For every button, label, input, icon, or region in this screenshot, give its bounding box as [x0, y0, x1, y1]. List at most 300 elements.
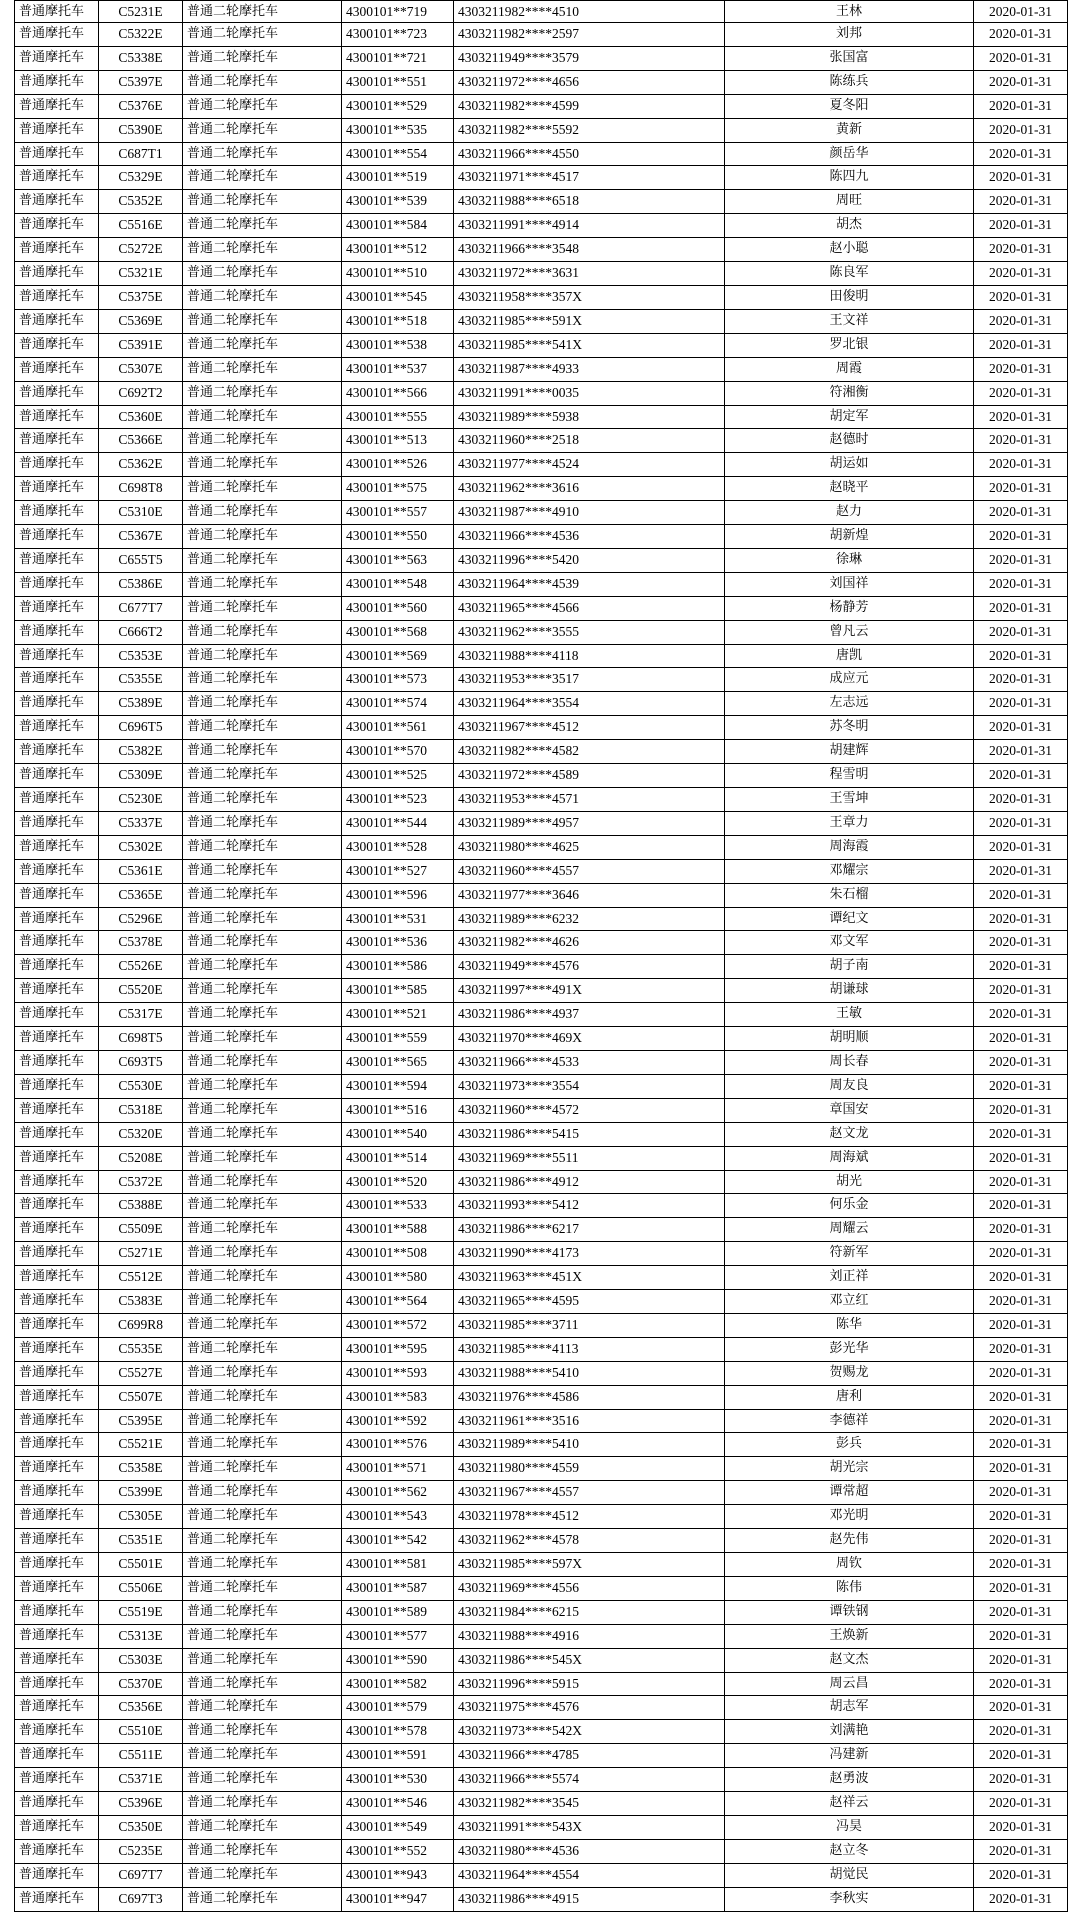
vehicle-type-cell: 普通摩托车: [15, 1600, 99, 1624]
vehicle-class-cell: 普通二轮摩托车: [183, 477, 342, 501]
vehicle-class-cell: 普通二轮摩托车: [183, 1648, 342, 1672]
file-number-cell: 4300101**520: [342, 1170, 454, 1194]
owner-name-cell: 周旺: [725, 190, 974, 214]
file-number-cell: 4300101**561: [342, 716, 454, 740]
vehicle-class-cell: 普通二轮摩托车: [183, 1672, 342, 1696]
vehicle-class-cell: 普通二轮摩托车: [183, 1098, 342, 1122]
table-row: [15, 477, 1068, 501]
id-number-cell: 4303211986****4915: [454, 1887, 725, 1911]
vehicle-class-cell: 普通二轮摩托车: [183, 525, 342, 549]
date-cell: 2020-01-31: [974, 1863, 1068, 1887]
model-code-cell: C5397E: [99, 70, 183, 94]
owner-name-cell: 胡建辉: [725, 740, 974, 764]
vehicle-type-cell: 普通摩托车: [15, 1027, 99, 1051]
vehicle-class-cell: 普通二轮摩托车: [183, 501, 342, 525]
table-row: [15, 1266, 1068, 1290]
date-cell: 2020-01-31: [974, 285, 1068, 309]
vehicle-class-cell: 普通二轮摩托车: [183, 1170, 342, 1194]
file-number-cell: 4300101**719: [342, 1, 454, 23]
table-row: [15, 1409, 1068, 1433]
id-number-cell: 4303211972****3631: [454, 262, 725, 286]
file-number-cell: 4300101**544: [342, 811, 454, 835]
vehicle-class-cell: 普通二轮摩托车: [183, 1242, 342, 1266]
file-number-cell: 4300101**584: [342, 214, 454, 238]
model-code-cell: C5367E: [99, 525, 183, 549]
vehicle-type-cell: 普通摩托车: [15, 979, 99, 1003]
owner-name-cell: 赵文龙: [725, 1122, 974, 1146]
model-code-cell: C5351E: [99, 1529, 183, 1553]
vehicle-type-cell: 普通摩托车: [15, 501, 99, 525]
date-cell: 2020-01-31: [974, 525, 1068, 549]
file-number-cell: 4300101**538: [342, 333, 454, 357]
model-code-cell: C5509E: [99, 1218, 183, 1242]
file-number-cell: 4300101**519: [342, 166, 454, 190]
table-row: [15, 190, 1068, 214]
vehicle-type-cell: 普通摩托车: [15, 1218, 99, 1242]
table-row: [15, 1744, 1068, 1768]
date-cell: 2020-01-31: [974, 788, 1068, 812]
date-cell: 2020-01-31: [974, 955, 1068, 979]
file-number-cell: 4300101**555: [342, 405, 454, 429]
model-code-cell: C5512E: [99, 1266, 183, 1290]
file-number-cell: 4300101**575: [342, 477, 454, 501]
model-code-cell: C5272E: [99, 238, 183, 262]
vehicle-class-cell: 普通二轮摩托车: [183, 1385, 342, 1409]
model-code-cell: C5372E: [99, 1170, 183, 1194]
id-number-cell: 4303211989****5938: [454, 405, 725, 429]
vehicle-class-cell: 普通二轮摩托车: [183, 716, 342, 740]
vehicle-type-cell: 普通摩托车: [15, 1887, 99, 1911]
owner-name-cell: 徐琳: [725, 548, 974, 572]
vehicle-type-cell: 普通摩托车: [15, 70, 99, 94]
vehicle-type-cell: 普通摩托车: [15, 1290, 99, 1314]
id-number-cell: 4303211966****4536: [454, 525, 725, 549]
vehicle-class-cell: 普通二轮摩托车: [183, 1218, 342, 1242]
table-row: [15, 357, 1068, 381]
model-code-cell: C5338E: [99, 46, 183, 70]
file-number-cell: 4300101**577: [342, 1624, 454, 1648]
vehicle-class-cell: 普通二轮摩托车: [183, 644, 342, 668]
owner-name-cell: 王章力: [725, 811, 974, 835]
file-number-cell: 4300101**564: [342, 1290, 454, 1314]
table-row: [15, 1146, 1068, 1170]
vehicle-type-cell: 普通摩托车: [15, 548, 99, 572]
model-code-cell: C5350E: [99, 1815, 183, 1839]
owner-name-cell: 胡子南: [725, 955, 974, 979]
file-number-cell: 4300101**579: [342, 1696, 454, 1720]
id-number-cell: 4303211977****4524: [454, 453, 725, 477]
vehicle-type-cell: 普通摩托车: [15, 716, 99, 740]
date-cell: 2020-01-31: [974, 118, 1068, 142]
vehicle-class-cell: 普通二轮摩托车: [183, 1, 342, 23]
vehicle-class-cell: 普通二轮摩托车: [183, 572, 342, 596]
owner-name-cell: 陈伟: [725, 1576, 974, 1600]
vehicle-class-cell: 普通二轮摩托车: [183, 1768, 342, 1792]
model-code-cell: C5271E: [99, 1242, 183, 1266]
model-code-cell: C5521E: [99, 1433, 183, 1457]
owner-name-cell: 黄新: [725, 118, 974, 142]
date-cell: 2020-01-31: [974, 1146, 1068, 1170]
vehicle-type-cell: 普通摩托车: [15, 1696, 99, 1720]
owner-name-cell: 张国富: [725, 46, 974, 70]
file-number-cell: 4300101**569: [342, 644, 454, 668]
date-cell: 2020-01-31: [974, 979, 1068, 1003]
vehicle-type-cell: 普通摩托车: [15, 1792, 99, 1816]
model-code-cell: C5370E: [99, 1672, 183, 1696]
owner-name-cell: 周钦: [725, 1553, 974, 1577]
model-code-cell: C5391E: [99, 333, 183, 357]
date-cell: 2020-01-31: [974, 1218, 1068, 1242]
vehicle-class-cell: 普通二轮摩托车: [183, 1266, 342, 1290]
vehicle-class-cell: 普通二轮摩托车: [183, 835, 342, 859]
table-row: [15, 333, 1068, 357]
vehicle-class-cell: 普通二轮摩托车: [183, 1337, 342, 1361]
vehicle-type-cell: 普通摩托车: [15, 1098, 99, 1122]
id-number-cell: 4303211967****4557: [454, 1481, 725, 1505]
vehicle-type-cell: 普通摩托车: [15, 1409, 99, 1433]
date-cell: 2020-01-31: [974, 811, 1068, 835]
model-code-cell: C5329E: [99, 166, 183, 190]
file-number-cell: 4300101**528: [342, 835, 454, 859]
date-cell: 2020-01-31: [974, 501, 1068, 525]
owner-name-cell: 刘邦: [725, 23, 974, 47]
date-cell: 2020-01-31: [974, 1361, 1068, 1385]
vehicle-type-cell: 普通摩托车: [15, 214, 99, 238]
table-row: [15, 1648, 1068, 1672]
owner-name-cell: 王雪坤: [725, 788, 974, 812]
file-number-cell: 4300101**530: [342, 1768, 454, 1792]
owner-name-cell: 赵小聪: [725, 238, 974, 262]
owner-name-cell: 赵先伟: [725, 1529, 974, 1553]
id-number-cell: 4303211975****4576: [454, 1696, 725, 1720]
table-row: [15, 1505, 1068, 1529]
date-cell: 2020-01-31: [974, 429, 1068, 453]
vehicle-class-cell: 普通二轮摩托车: [183, 166, 342, 190]
table-row: [15, 405, 1068, 429]
vehicle-type-cell: 普通摩托车: [15, 668, 99, 692]
date-cell: 2020-01-31: [974, 1, 1068, 23]
date-cell: 2020-01-31: [974, 668, 1068, 692]
id-number-cell: 4303211991****4914: [454, 214, 725, 238]
id-number-cell: 4303211989****6232: [454, 907, 725, 931]
table-row: [15, 572, 1068, 596]
model-code-cell: C687T1: [99, 142, 183, 166]
vehicle-type-cell: 普通摩托车: [15, 405, 99, 429]
file-number-cell: 4300101**572: [342, 1313, 454, 1337]
file-number-cell: 4300101**566: [342, 381, 454, 405]
model-code-cell: C5320E: [99, 1122, 183, 1146]
file-number-cell: 4300101**536: [342, 931, 454, 955]
id-number-cell: 4303211986****6217: [454, 1218, 725, 1242]
model-code-cell: C5378E: [99, 931, 183, 955]
vehicle-class-cell: 普通二轮摩托车: [183, 453, 342, 477]
owner-name-cell: 符湘衡: [725, 381, 974, 405]
file-number-cell: 4300101**947: [342, 1887, 454, 1911]
id-number-cell: 4303211953****4571: [454, 788, 725, 812]
id-number-cell: 4303211982****5592: [454, 118, 725, 142]
motorcycle-registration-table: [14, 0, 1068, 1912]
vehicle-type-cell: 普通摩托车: [15, 525, 99, 549]
vehicle-class-cell: 普通二轮摩托车: [183, 94, 342, 118]
vehicle-class-cell: 普通二轮摩托车: [183, 1600, 342, 1624]
model-code-cell: C5296E: [99, 907, 183, 931]
table-row: [15, 94, 1068, 118]
owner-name-cell: 王林: [725, 1, 974, 23]
model-code-cell: C5230E: [99, 788, 183, 812]
table-row: [15, 1792, 1068, 1816]
vehicle-type-cell: 普通摩托车: [15, 1839, 99, 1863]
id-number-cell: 4303211985****591X: [454, 309, 725, 333]
table-row: [15, 1624, 1068, 1648]
owner-name-cell: 邓光明: [725, 1505, 974, 1529]
model-code-cell: C5356E: [99, 1696, 183, 1720]
id-number-cell: 4303211965****4595: [454, 1290, 725, 1314]
vehicle-type-cell: 普通摩托车: [15, 477, 99, 501]
model-code-cell: C5516E: [99, 214, 183, 238]
owner-name-cell: 邓文军: [725, 931, 974, 955]
table-row: [15, 1839, 1068, 1863]
table-row: [15, 23, 1068, 47]
owner-name-cell: 苏冬明: [725, 716, 974, 740]
file-number-cell: 4300101**513: [342, 429, 454, 453]
vehicle-class-cell: 普通二轮摩托车: [183, 1505, 342, 1529]
vehicle-class-cell: 普通二轮摩托车: [183, 118, 342, 142]
date-cell: 2020-01-31: [974, 1170, 1068, 1194]
vehicle-type-cell: 普通摩托车: [15, 46, 99, 70]
file-number-cell: 4300101**523: [342, 788, 454, 812]
model-code-cell: C5375E: [99, 285, 183, 309]
vehicle-class-cell: 普通二轮摩托车: [183, 1194, 342, 1218]
vehicle-class-cell: 普通二轮摩托车: [183, 429, 342, 453]
table-row: [15, 907, 1068, 931]
table-row: [15, 381, 1068, 405]
model-code-cell: C5526E: [99, 955, 183, 979]
file-number-cell: 4300101**596: [342, 883, 454, 907]
table-row: [15, 1863, 1068, 1887]
table-row: [15, 1576, 1068, 1600]
file-number-cell: 4300101**545: [342, 285, 454, 309]
vehicle-type-cell: 普通摩托车: [15, 1, 99, 23]
file-number-cell: 4300101**576: [342, 1433, 454, 1457]
owner-name-cell: 赵晓平: [725, 477, 974, 501]
owner-name-cell: 邓耀宗: [725, 859, 974, 883]
model-code-cell: C5507E: [99, 1385, 183, 1409]
owner-name-cell: 李秋实: [725, 1887, 974, 1911]
date-cell: 2020-01-31: [974, 835, 1068, 859]
id-number-cell: 4303211964****4539: [454, 572, 725, 596]
table-row: [15, 1290, 1068, 1314]
owner-name-cell: 王文祥: [725, 309, 974, 333]
vehicle-class-cell: 普通二轮摩托车: [183, 979, 342, 1003]
date-cell: 2020-01-31: [974, 94, 1068, 118]
vehicle-class-cell: 普通二轮摩托车: [183, 740, 342, 764]
table-row: [15, 1003, 1068, 1027]
vehicle-class-cell: 普通二轮摩托车: [183, 70, 342, 94]
date-cell: 2020-01-31: [974, 166, 1068, 190]
vehicle-type-cell: 普通摩托车: [15, 788, 99, 812]
vehicle-class-cell: 普通二轮摩托车: [183, 190, 342, 214]
file-number-cell: 4300101**593: [342, 1361, 454, 1385]
model-code-cell: C693T5: [99, 1050, 183, 1074]
vehicle-type-cell: 普通摩托车: [15, 931, 99, 955]
table-row: [15, 1720, 1068, 1744]
file-number-cell: 4300101**529: [342, 94, 454, 118]
table-row: [15, 1218, 1068, 1242]
model-code-cell: C666T2: [99, 620, 183, 644]
file-number-cell: 4300101**723: [342, 23, 454, 47]
vehicle-class-cell: 普通二轮摩托车: [183, 1313, 342, 1337]
id-number-cell: 4303211958****357X: [454, 285, 725, 309]
id-number-cell: 4303211969****4556: [454, 1576, 725, 1600]
owner-name-cell: 赵德时: [725, 429, 974, 453]
file-number-cell: 4300101**518: [342, 309, 454, 333]
table-row: [15, 1481, 1068, 1505]
table-row: [15, 214, 1068, 238]
vehicle-type-cell: 普通摩托车: [15, 1672, 99, 1696]
date-cell: 2020-01-31: [974, 1672, 1068, 1696]
table-row: [15, 501, 1068, 525]
table-row: [15, 955, 1068, 979]
id-number-cell: 4303211977****3646: [454, 883, 725, 907]
id-number-cell: 4303211982****4599: [454, 94, 725, 118]
vehicle-type-cell: 普通摩托车: [15, 1050, 99, 1074]
vehicle-class-cell: 普通二轮摩托车: [183, 23, 342, 47]
table-row: [15, 1337, 1068, 1361]
id-number-cell: 4303211982****4510: [454, 1, 725, 23]
id-number-cell: 4303211966****3548: [454, 238, 725, 262]
vehicle-type-cell: 普通摩托车: [15, 1170, 99, 1194]
id-number-cell: 4303211990****4173: [454, 1242, 725, 1266]
date-cell: 2020-01-31: [974, 453, 1068, 477]
id-number-cell: 4303211961****3516: [454, 1409, 725, 1433]
date-cell: 2020-01-31: [974, 931, 1068, 955]
model-code-cell: C692T2: [99, 381, 183, 405]
vehicle-type-cell: 普通摩托车: [15, 1313, 99, 1337]
file-number-cell: 4300101**574: [342, 692, 454, 716]
model-code-cell: C5396E: [99, 1792, 183, 1816]
vehicle-type-cell: 普通摩托车: [15, 620, 99, 644]
file-number-cell: 4300101**535: [342, 118, 454, 142]
file-number-cell: 4300101**582: [342, 1672, 454, 1696]
vehicle-class-cell: 普通二轮摩托车: [183, 692, 342, 716]
date-cell: 2020-01-31: [974, 596, 1068, 620]
id-number-cell: 4303211988****4118: [454, 644, 725, 668]
table-row: [15, 1122, 1068, 1146]
vehicle-type-cell: 普通摩托车: [15, 23, 99, 47]
date-cell: 2020-01-31: [974, 1505, 1068, 1529]
file-number-cell: 4300101**525: [342, 764, 454, 788]
file-number-cell: 4300101**591: [342, 1744, 454, 1768]
registration-table-page: [14, 0, 1067, 1912]
owner-name-cell: 陈华: [725, 1313, 974, 1337]
id-number-cell: 4303211996****5915: [454, 1672, 725, 1696]
date-cell: 2020-01-31: [974, 644, 1068, 668]
vehicle-class-cell: 普通二轮摩托车: [183, 285, 342, 309]
table-row: [15, 118, 1068, 142]
model-code-cell: C5352E: [99, 190, 183, 214]
date-cell: 2020-01-31: [974, 572, 1068, 596]
file-number-cell: 4300101**559: [342, 1027, 454, 1051]
vehicle-type-cell: 普通摩托车: [15, 94, 99, 118]
model-code-cell: C5520E: [99, 979, 183, 1003]
date-cell: 2020-01-31: [974, 1887, 1068, 1911]
table-row: [15, 1098, 1068, 1122]
table-row: [15, 453, 1068, 477]
owner-name-cell: 刘国祥: [725, 572, 974, 596]
owner-name-cell: 谭铁钢: [725, 1600, 974, 1624]
owner-name-cell: 赵文杰: [725, 1648, 974, 1672]
model-code-cell: C5511E: [99, 1744, 183, 1768]
owner-name-cell: 胡志军: [725, 1696, 974, 1720]
vehicle-class-cell: 普通二轮摩托车: [183, 309, 342, 333]
vehicle-type-cell: 普通摩托车: [15, 1385, 99, 1409]
id-number-cell: 4303211988****4916: [454, 1624, 725, 1648]
table-row: [15, 1600, 1068, 1624]
table-row: [15, 1433, 1068, 1457]
table-row: [15, 883, 1068, 907]
id-number-cell: 4303211982****4582: [454, 740, 725, 764]
vehicle-type-cell: 普通摩托车: [15, 262, 99, 286]
date-cell: 2020-01-31: [974, 1768, 1068, 1792]
id-number-cell: 4303211986****545X: [454, 1648, 725, 1672]
file-number-cell: 4300101**546: [342, 1792, 454, 1816]
table-row: [15, 1242, 1068, 1266]
vehicle-type-cell: 普通摩托车: [15, 429, 99, 453]
table-row: [15, 1815, 1068, 1839]
owner-name-cell: 胡杰: [725, 214, 974, 238]
table-row: [15, 1768, 1068, 1792]
id-number-cell: 4303211964****3554: [454, 692, 725, 716]
model-code-cell: C5510E: [99, 1720, 183, 1744]
file-number-cell: 4300101**587: [342, 1576, 454, 1600]
vehicle-type-cell: 普通摩托车: [15, 1576, 99, 1600]
table-row: [15, 811, 1068, 835]
id-number-cell: 4303211962****3616: [454, 477, 725, 501]
id-number-cell: 4303211982****2597: [454, 23, 725, 47]
vehicle-type-cell: 普通摩托车: [15, 1815, 99, 1839]
date-cell: 2020-01-31: [974, 1696, 1068, 1720]
id-number-cell: 4303211966****5574: [454, 1768, 725, 1792]
vehicle-class-cell: 普通二轮摩托车: [183, 238, 342, 262]
file-number-cell: 4300101**548: [342, 572, 454, 596]
model-code-cell: C5390E: [99, 118, 183, 142]
date-cell: 2020-01-31: [974, 70, 1068, 94]
date-cell: 2020-01-31: [974, 692, 1068, 716]
date-cell: 2020-01-31: [974, 1266, 1068, 1290]
model-code-cell: C5305E: [99, 1505, 183, 1529]
table-row: [15, 548, 1068, 572]
date-cell: 2020-01-31: [974, 883, 1068, 907]
model-code-cell: C5231E: [99, 1, 183, 23]
date-cell: 2020-01-31: [974, 764, 1068, 788]
date-cell: 2020-01-31: [974, 1481, 1068, 1505]
vehicle-type-cell: 普通摩托车: [15, 907, 99, 931]
owner-name-cell: 陈四九: [725, 166, 974, 190]
file-number-cell: 4300101**571: [342, 1457, 454, 1481]
model-code-cell: C5309E: [99, 764, 183, 788]
model-code-cell: C697T3: [99, 1887, 183, 1911]
owner-name-cell: 唐凯: [725, 644, 974, 668]
owner-name-cell: 陈良军: [725, 262, 974, 286]
file-number-cell: 4300101**549: [342, 1815, 454, 1839]
model-code-cell: C5235E: [99, 1839, 183, 1863]
date-cell: 2020-01-31: [974, 238, 1068, 262]
vehicle-class-cell: 普通二轮摩托车: [183, 1481, 342, 1505]
table-row: [15, 429, 1068, 453]
date-cell: 2020-01-31: [974, 1409, 1068, 1433]
date-cell: 2020-01-31: [974, 190, 1068, 214]
file-number-cell: 4300101**721: [342, 46, 454, 70]
